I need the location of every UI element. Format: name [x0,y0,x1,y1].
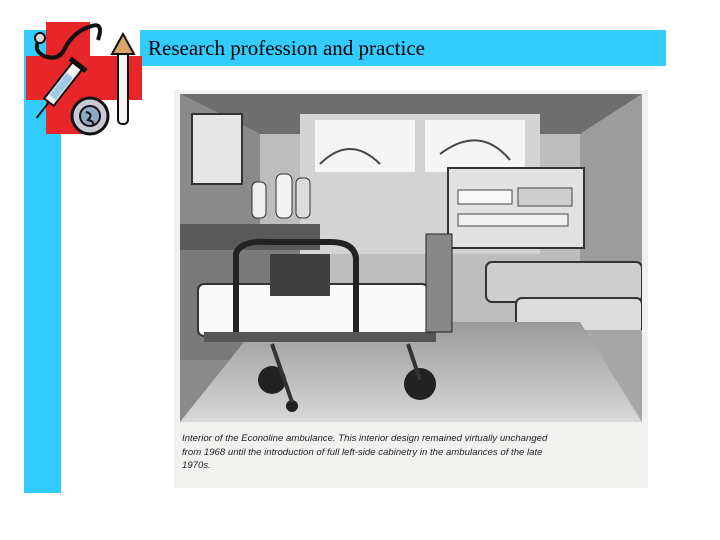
slide-title: Research profession and practice [148,36,425,60]
photo-frame [174,90,648,488]
medical-instruments-icon [26,16,146,140]
ambulance-interior-photo [180,94,642,422]
photo-caption: Interior of the Econoline ambulance. This interior design remained virtually unchanged from 1968 until the introduction of full left-side cabinetry in the ambulances of the late 1970s. [182,433,548,471]
